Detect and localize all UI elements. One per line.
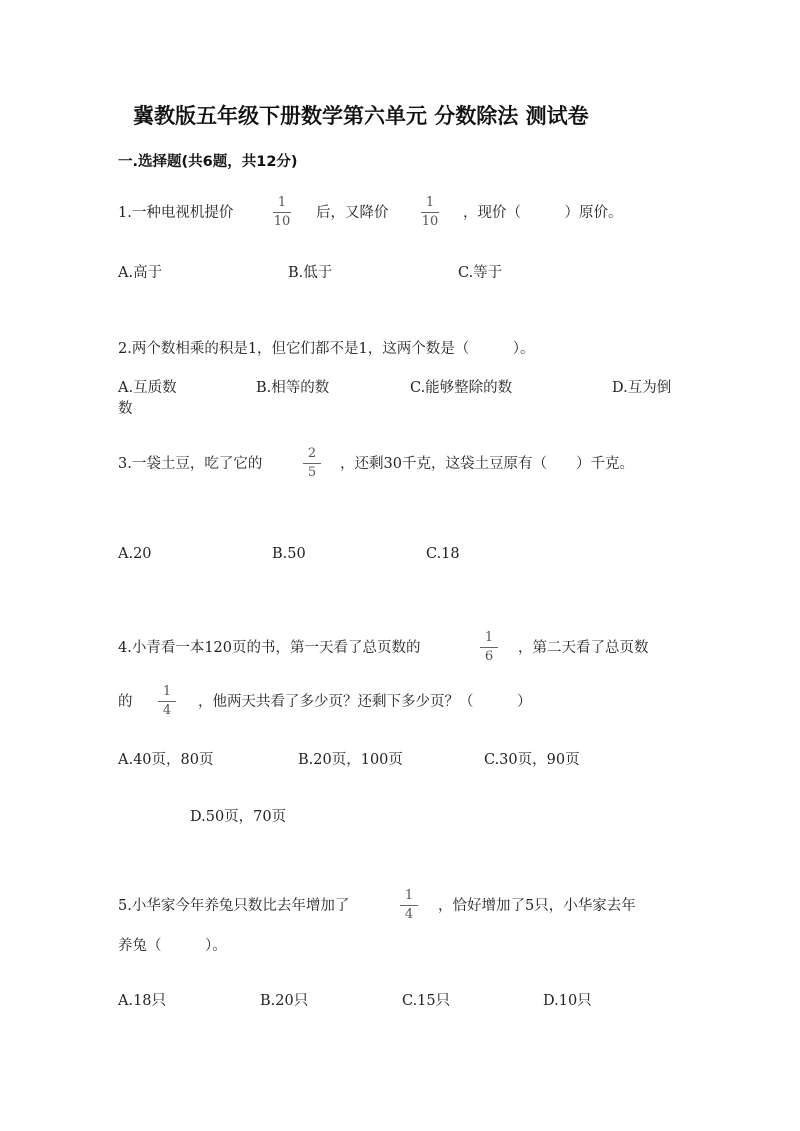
option-d[interactable]: D.10只 [543, 993, 592, 1009]
question-3-text-b: ，还剩30千克，这袋土豆原有（ ）千克。 [340, 456, 634, 472]
option-b[interactable]: B.50 [272, 546, 306, 562]
fraction-numerator: 1 [484, 630, 494, 645]
question-1-text-a: 1.一种电视机提价 [118, 205, 234, 221]
question-5-text-a: 5.小华家今年养兔只数比去年增加了 [118, 898, 350, 914]
option-c[interactable]: C.等于 [458, 265, 503, 281]
question-4-text-a: 4.小青看一本120页的书，第一天看了总页数的 [118, 640, 421, 656]
fraction-bar [421, 212, 439, 213]
fraction-numerator: 1 [162, 684, 172, 699]
fraction-1-4 [156, 684, 178, 719]
fraction-denominator: 6 [484, 649, 494, 664]
fraction-bar [273, 212, 291, 213]
page-title: 冀教版五年级下册数学第六单元 分数除法 测试卷 [133, 104, 589, 128]
question-3-text-a: 3.一袋土豆，吃了它的 [118, 456, 263, 472]
fraction-denominator: 4 [404, 907, 414, 922]
question-2-text: 2.两个数相乘的积是1，但它们都不是1，这两个数是（ ）。 [118, 341, 535, 357]
option-b[interactable]: B.相等的数 [256, 380, 330, 396]
option-a[interactable]: A.高于 [118, 265, 163, 281]
question-4-text-c: 的 [118, 694, 133, 710]
fraction-bar [158, 701, 176, 702]
fraction-numerator: 1 [425, 195, 435, 210]
fraction-bar [303, 463, 321, 464]
question-4-text-d: ，他两天共看了多少页？还剩下多少页？（ ） [198, 694, 532, 710]
fraction-denominator: 10 [273, 214, 291, 229]
fraction-bar [400, 905, 418, 906]
question-4-text-b: ，第二天看了总页数 [518, 640, 649, 656]
section-heading: 一.选择题(共6题，共12分) [118, 154, 298, 170]
question-1-text-b: 后，又降价 [316, 205, 389, 221]
fraction-bar [480, 647, 498, 648]
option-c[interactable]: C.18 [426, 546, 460, 562]
fraction-1-6 [478, 630, 500, 665]
question-1-text-c: ，现价（ ）原价。 [463, 205, 623, 221]
option-a[interactable]: A.互质数 [118, 380, 177, 396]
fraction-numerator: 2 [307, 446, 317, 461]
question-5-text-c: 养兔（ ）。 [118, 938, 227, 954]
question-5-text-b: ，恰好增加了5只，小华家去年 [438, 898, 636, 914]
option-c[interactable]: C.30页，90页 [484, 752, 580, 768]
fraction-1-10 [419, 195, 441, 230]
option-a[interactable]: A.40页，80页 [118, 752, 214, 768]
fraction-1-10 [271, 195, 293, 230]
option-d-continued: 数 [118, 401, 133, 417]
option-b[interactable]: B.低于 [288, 265, 333, 281]
fraction-denominator: 5 [307, 465, 317, 480]
fraction-numerator: 1 [277, 195, 287, 210]
option-a[interactable]: A.20 [118, 546, 152, 562]
option-d[interactable]: D.50页，70页 [190, 809, 287, 825]
option-c[interactable]: C.能够整除的数 [410, 380, 513, 396]
option-b[interactable]: B.20页，100页 [298, 752, 403, 768]
fraction-2-5 [301, 446, 323, 481]
option-b[interactable]: B.20只 [260, 993, 309, 1009]
option-a[interactable]: A.18只 [118, 993, 167, 1009]
option-c[interactable]: C.15只 [402, 993, 451, 1009]
fraction-denominator: 4 [162, 703, 172, 718]
option-d[interactable]: D.互为倒 [612, 380, 672, 396]
fraction-numerator: 1 [404, 888, 414, 903]
fraction-denominator: 10 [421, 214, 439, 229]
fraction-1-4 [398, 888, 420, 923]
